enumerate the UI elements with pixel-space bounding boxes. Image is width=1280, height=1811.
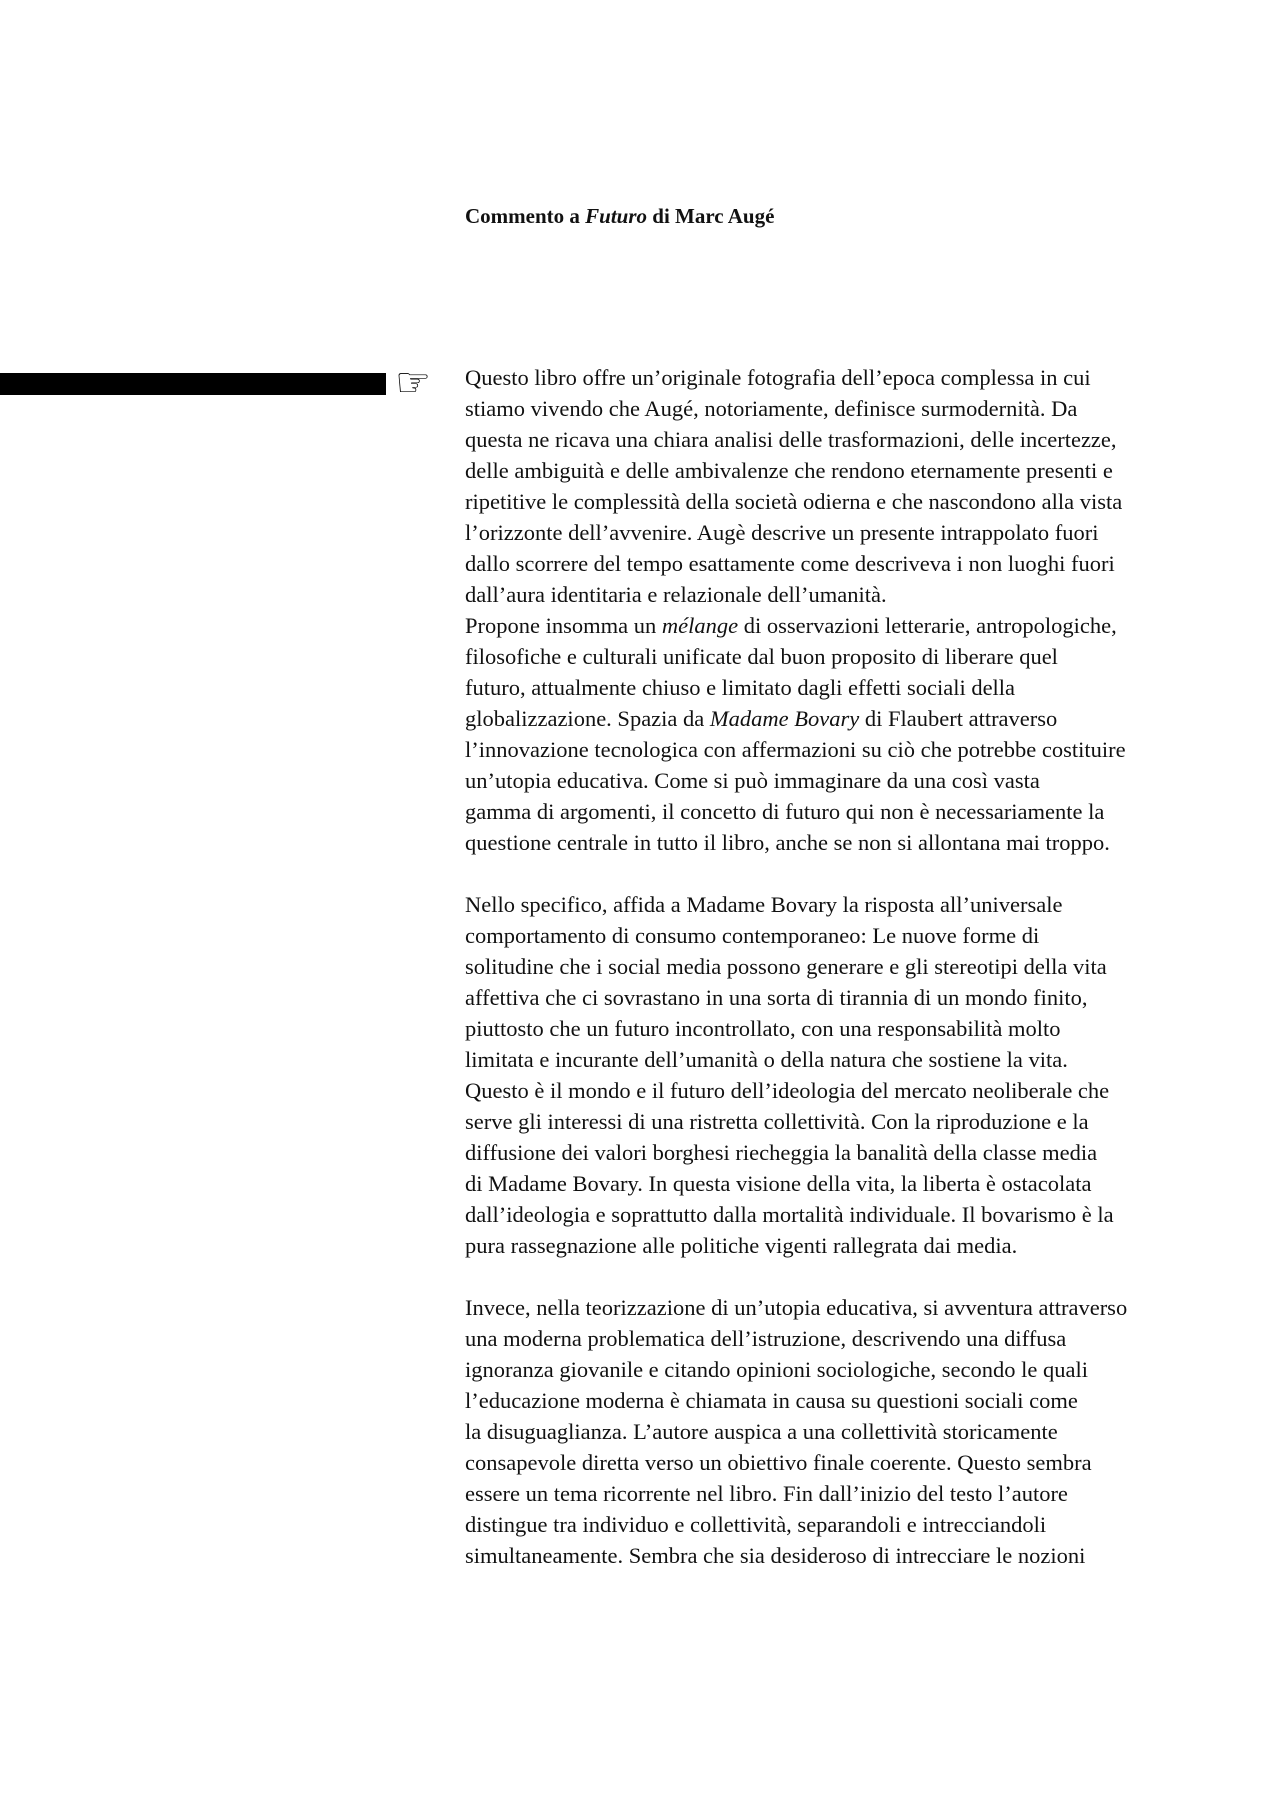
text-line	[465, 1013, 1205, 1044]
text-line	[465, 1075, 1205, 1106]
text-line	[465, 1385, 1205, 1416]
text-run: dall’aura identitaria e relazionale dell’umanità.	[465, 582, 887, 607]
italic-run: mélange	[661, 613, 739, 638]
text-run: dall’ideologia e soprattutto dalla mortalità individuale. Il bovarismo è la	[465, 1202, 1114, 1227]
text-line	[465, 641, 1205, 672]
text-line	[465, 951, 1205, 982]
text-run: ripetitive le complessità della società odierna e che nascondono alla vista	[465, 489, 1123, 514]
text-line	[465, 517, 1205, 548]
text-line	[465, 796, 1205, 827]
text-line	[465, 1044, 1205, 1075]
text-line	[465, 920, 1205, 951]
paragraph	[465, 1292, 1205, 1571]
text-line	[465, 1230, 1205, 1261]
pointer-bar	[0, 373, 392, 395]
text-run: l’orizzonte dell’avvenire. Augè descrive un presente intrappolato fuori	[465, 520, 1099, 545]
text-run: piuttosto che un futuro incontrollato, con una responsabilità molto	[465, 1016, 1061, 1041]
text-run: Propone insomma un	[465, 613, 662, 638]
text-run: ignoranza giovanile e citando opinioni sociologiche, secondo le quali	[465, 1357, 1088, 1382]
paragraph	[465, 889, 1205, 1261]
text-run: affettiva che ci sovrastano in una sorta di tirannia di un mondo finito,	[465, 985, 1088, 1010]
text-run: solitudine che i social media possono generare e gli stereotipi della vita	[465, 954, 1107, 979]
article-body	[465, 362, 1205, 1571]
text-line	[465, 548, 1205, 579]
text-run: di Madame Bovary. In questa visione della vita, la liberta è ostacolata	[465, 1171, 1092, 1196]
text-line	[465, 1199, 1205, 1230]
text-run: globalizzazione. Spazia da	[465, 706, 710, 731]
italic-run: Madame Bovary	[709, 706, 860, 731]
text-line	[465, 1292, 1205, 1323]
text-line	[465, 1137, 1205, 1168]
text-run: consapevole diretta verso un obiettivo finale coerente. Questo sembra	[465, 1450, 1092, 1475]
text-run: l’educazione moderna è chiamata in causa su questioni sociali come	[465, 1388, 1078, 1413]
text-line	[465, 1354, 1205, 1385]
text-run: un’utopia educativa. Come si può immaginare da una così vasta	[465, 768, 1040, 793]
text-run: di osservazioni letterarie, antropologiche,	[738, 613, 1117, 638]
text-run: questione centrale in tutto il libro, anche se non si allontana mai troppo.	[465, 830, 1110, 855]
text-line	[465, 672, 1205, 703]
text-run: simultaneamente. Sembra che sia desideroso di intrecciare le nozioni	[465, 1543, 1086, 1568]
text-line	[465, 486, 1205, 517]
text-run: diffusione dei valori borghesi riecheggia la banalità della classe media	[465, 1140, 1098, 1165]
text-line	[465, 982, 1205, 1013]
text-run: Questo è il mondo e il futuro dell’ideologia del mercato neoliberale che	[465, 1078, 1110, 1103]
text-run: Questo libro offre un’originale fotografia dell’epoca complessa in cui	[465, 365, 1091, 390]
text-run: limitata e incurante dell’umanità o della natura che sostiene la vita.	[465, 1047, 1068, 1072]
text-run: filosofiche e culturali unificate dal buon proposito di liberare quel	[465, 644, 1058, 669]
text-run: questa ne ricava una chiara analisi delle trasformazioni, delle incertezze,	[465, 427, 1117, 452]
text-run: comportamento di consumo contemporaneo: Le nuove forme di	[465, 923, 1040, 948]
text-line	[465, 765, 1205, 796]
text-run: stiamo vivendo che Augé, notoriamente, definisce surmodernità. Da	[465, 396, 1078, 421]
paragraph-gap	[465, 858, 1205, 889]
title-prefix: Commento a	[465, 204, 586, 228]
text-line	[465, 1540, 1205, 1571]
text-line	[465, 1106, 1205, 1137]
text-run: di Flaubert attraverso	[859, 706, 1058, 731]
text-line	[465, 424, 1205, 455]
text-line	[465, 734, 1205, 765]
text-run: la disuguaglianza. L’autore auspica a una collettività storicamente	[465, 1419, 1058, 1444]
text-run: essere un tema ricorrente nel libro. Fin dall’inizio del testo l’autore	[465, 1481, 1068, 1506]
text-line	[465, 1509, 1205, 1540]
title-suffix: di Marc Augé	[647, 204, 775, 228]
text-line	[465, 827, 1205, 858]
text-line	[465, 1478, 1205, 1509]
text-run: Invece, nella teorizzazione di un’utopia educativa, si avventura attraverso	[465, 1295, 1128, 1320]
text-line	[465, 1447, 1205, 1478]
paragraph	[465, 362, 1205, 858]
text-run: dallo scorrere del tempo esattamente come descriveva i non luoghi fuori	[465, 551, 1115, 576]
text-run: futuro, attualmente chiuso e limitato dagli effetti sociali della	[465, 675, 1016, 700]
text-line	[465, 579, 1205, 610]
text-run: l’innovazione tecnologica con affermazioni su ciò che potrebbe costituire	[465, 737, 1126, 762]
text-run: gamma di argomenti, il concetto di futuro qui non è necessariamente la	[465, 799, 1105, 824]
text-run: Nello specifico, affida a Madame Bovary la risposta all’universale	[465, 892, 1063, 917]
text-line	[465, 1168, 1205, 1199]
text-line	[465, 362, 1205, 393]
text-line	[465, 1416, 1205, 1447]
text-run: distingue tra individuo e collettività, separandoli e intrecciandoli	[465, 1512, 1047, 1537]
text-run: delle ambiguità e delle ambivalenze che rendono eternamente presenti e	[465, 458, 1113, 483]
pointing-hand-icon: ☞	[386, 363, 440, 403]
text-run: pura rassegnazione alle politiche vigenti rallegrata dai media.	[465, 1233, 1018, 1258]
title-book-name: Futuro	[585, 204, 648, 228]
text-line	[465, 889, 1205, 920]
paragraph-gap	[465, 1261, 1205, 1292]
text-line	[465, 1323, 1205, 1354]
text-line	[465, 703, 1205, 734]
text-line	[465, 393, 1205, 424]
text-line	[465, 610, 1205, 641]
text-run: serve gli interessi di una ristretta collettività. Con la riproduzione e la	[465, 1109, 1089, 1134]
page-title	[465, 203, 774, 229]
text-line	[465, 455, 1205, 486]
text-run: una moderna problematica dell’istruzione, descrivendo una diffusa	[465, 1326, 1067, 1351]
